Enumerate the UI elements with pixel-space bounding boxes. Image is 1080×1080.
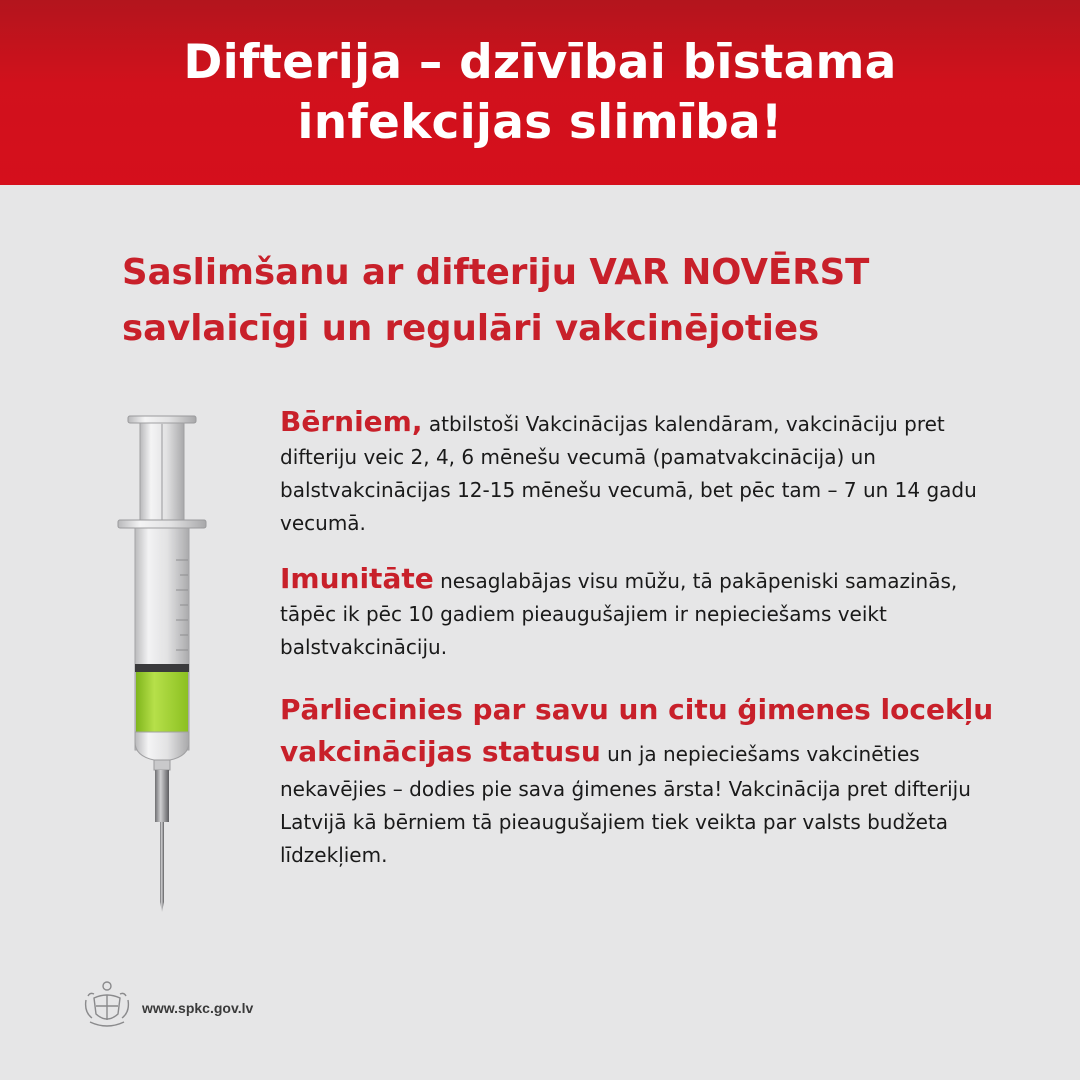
children-text: atbilstoši Vakcinācijas kalendāram, vakcināciju pret difteriju veic 2, 4, 6 mēnešu vecumā (pamatvakcinācija) un balstvakcinācijas 12-15 mēnešu vecumā, bet pēc tam – 7 un 14 gadu vecumā.: [280, 412, 977, 535]
syringe-icon: [110, 410, 210, 915]
latvia-coat-of-arms-icon: [80, 978, 134, 1032]
footer-url[interactable]: www.spkc.gov.lv: [142, 1000, 254, 1016]
vaccination-status-paragraph: [280, 689, 1000, 872]
children-paragraph: [280, 405, 1000, 540]
check-status-lead: Pārliecinies par savu un citu ģimenes locekļu vakcinācijas statusu: [280, 693, 994, 768]
immunity-paragraph: [280, 562, 1000, 664]
subtitle-emphasis: VAR NOVĒRST: [589, 252, 870, 293]
subtitle-line-1-start: Saslimšanu ar difteriju: [122, 252, 590, 293]
header-banner: [0, 0, 1080, 185]
subtitle-line-2: savlaicīgi un regulāri vakcinējoties: [122, 308, 820, 349]
children-lead: Bērniem,: [280, 405, 423, 438]
header-title-line-1: Difterija – dzīvībai bīstama: [183, 34, 897, 90]
subtitle: [122, 245, 1022, 357]
immunity-text: nesaglabājas visu mūžu, tā pakāpeniski samazinās, tāpēc ik pēc 10 gadiem pieaugušajiem ir nepieciešams veikt balstvakcināciju.: [280, 569, 958, 659]
immunity-lead: Imunitāte: [280, 562, 434, 595]
header-title-line-2: infekcijas slimība!: [297, 94, 783, 150]
check-status-text: un ja nepieciešams vakcinēties nekavējies – dodies pie sava ģimenes ārsta! Vakcinācija pret difteriju Latvijā kā bērniem tā pieaugušajiem tiek veikta par valsts budžeta līdzekļiem.: [280, 742, 971, 867]
